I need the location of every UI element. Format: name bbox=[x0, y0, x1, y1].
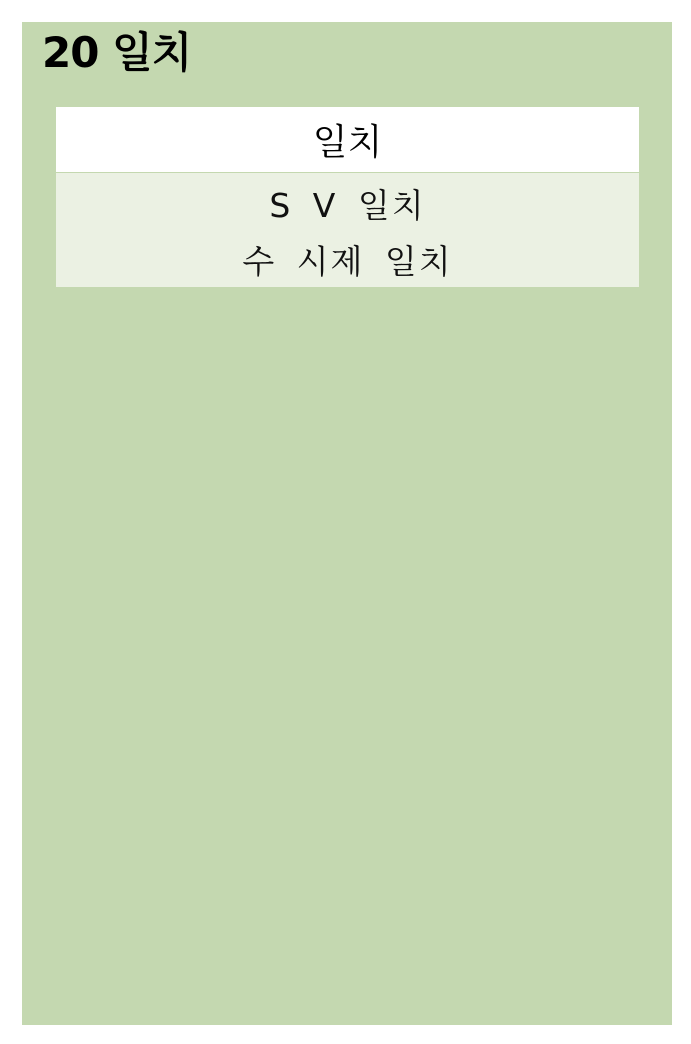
table-row: S V 일치 bbox=[269, 185, 426, 225]
table-row: 수 시제 일치 bbox=[242, 241, 453, 281]
page-title: 20 일치 bbox=[42, 28, 192, 77]
table-header: 일치 bbox=[56, 107, 639, 173]
content-panel bbox=[22, 22, 672, 1025]
table-body bbox=[56, 173, 639, 287]
summary-table bbox=[56, 107, 639, 287]
